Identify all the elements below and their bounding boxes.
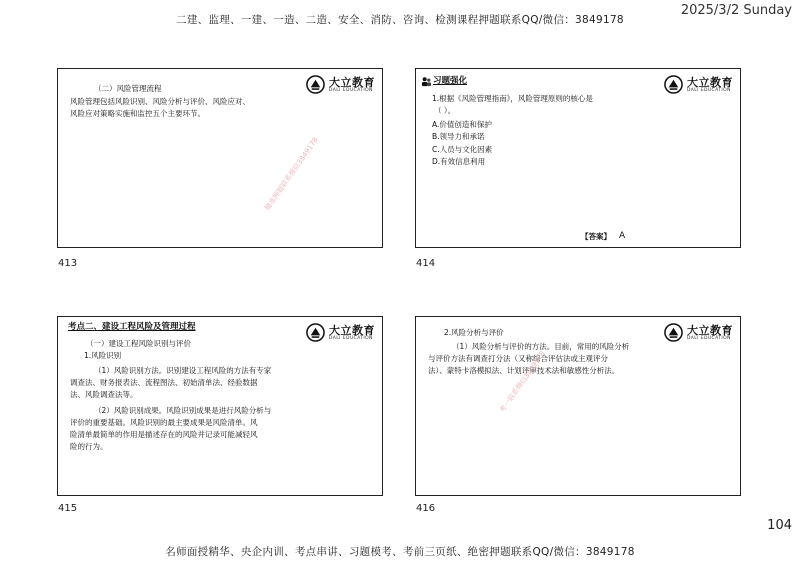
- page-footer-text: 名师面授精华、央企内训、考点串讲、习题模考、考前三页纸、绝密押题联系QQ/微信：3849178: [165, 546, 635, 558]
- watermark: 考一联系微信3849178: [498, 349, 547, 415]
- page-number: 414: [416, 258, 436, 269]
- watermark: 精准押题联系微信3849178: [263, 135, 320, 213]
- dali-logo-icon: [664, 323, 683, 342]
- logo-text-en: DALI EDUCATION: [687, 336, 731, 341]
- question-text: 1.根据《风险管理指南》，风险管理原则的核心是: [432, 94, 593, 103]
- option-a: A.价值创造和保护: [432, 120, 492, 129]
- option-c: C.人员与文化因素: [432, 145, 493, 154]
- logo-text-cn: 大立教育: [329, 324, 375, 337]
- dali-logo: [306, 322, 375, 346]
- slide-title: 考点二、建设工程风险及管理过程: [68, 322, 196, 332]
- dali-logo: [664, 322, 733, 346]
- page-number: 413: [58, 258, 78, 269]
- paragraph-line: 法、风险调查法等。: [70, 390, 138, 399]
- paragraph-line: （1）风险识别方法。识别建设工程风险的方法有专家: [94, 366, 272, 375]
- paragraph-line: 险清单最简单的作用是描述存在的风险并记录可能减轻风: [70, 430, 258, 439]
- slide-title: （二）风险管理流程: [94, 84, 162, 93]
- paragraph-line: 调查法、财务报表法、流程图法、初始清单法、经验数据: [70, 378, 258, 387]
- option-b: B.领导力和承诺: [432, 132, 485, 141]
- dali-logo-icon: [664, 75, 683, 94]
- dali-logo-icon: [306, 323, 325, 342]
- paragraph-line: 与评价方法有调查打分法（又称综合评估法或主观评分: [428, 354, 608, 363]
- page-number: 415: [58, 503, 78, 514]
- answer-value: A: [619, 231, 626, 241]
- slide-414: [415, 68, 741, 248]
- slide-body-line: 风险管理包括风险识别、风险分析与评价、风险应对、: [70, 97, 250, 106]
- logo-text-cn: 大立教育: [687, 324, 733, 337]
- people-icon: [421, 76, 432, 87]
- dali-logo: [664, 74, 733, 98]
- logo-text-cn: 大立教育: [687, 76, 733, 89]
- paragraph-line: 法）、蒙特卡洛模拟法、计划评审技术法和敏感性分析法。: [428, 366, 620, 375]
- section-heading: 习题强化: [433, 76, 468, 86]
- paragraph-line: （1）风险分析与评价的方法。目前，常用的风险分析: [452, 342, 630, 351]
- logo-text-en: DALI EDUCATION: [687, 88, 731, 93]
- paragraph-line: （2）风险识别成果。风险识别成果是进行风险分析与: [94, 406, 272, 415]
- slide-415: [57, 316, 383, 496]
- paragraph-line: 险的行为。: [70, 442, 108, 451]
- slide-title: 2.风险分析与评价: [444, 328, 504, 337]
- page-date: 2025/3/2 Sunday: [680, 3, 792, 18]
- logo-text-en: DALI EDUCATION: [329, 336, 373, 341]
- question-blank: （ ）。: [434, 106, 456, 115]
- slide-subheading: 1.风险识别: [84, 351, 122, 360]
- dali-logo-icon: [306, 75, 325, 94]
- logo-text-en: DALI EDUCATION: [329, 88, 373, 93]
- page-number: 416: [416, 503, 436, 514]
- logo-text-cn: 大立教育: [329, 76, 375, 89]
- document-page-number: 104: [767, 518, 792, 533]
- page-header-text: 二建、监理、一建、一造、二造、安全、消防、咨询、检测课程押题联系QQ/微信：3849178: [176, 14, 624, 26]
- slide-subheading: （一）建设工程风险识别与评价: [86, 339, 191, 348]
- dali-logo: [306, 74, 375, 98]
- paragraph-line: 评价的重要基础。风险识别的最主要成果是风险清单。风: [70, 418, 258, 427]
- option-d: D.有效信息利用: [432, 157, 486, 166]
- slide-416: [415, 316, 741, 496]
- slide-body-line: 风险应对策略实施和监控五个主要环节。: [70, 109, 205, 118]
- slide-413: [57, 68, 383, 248]
- answer-label: 【答案】: [581, 232, 611, 241]
